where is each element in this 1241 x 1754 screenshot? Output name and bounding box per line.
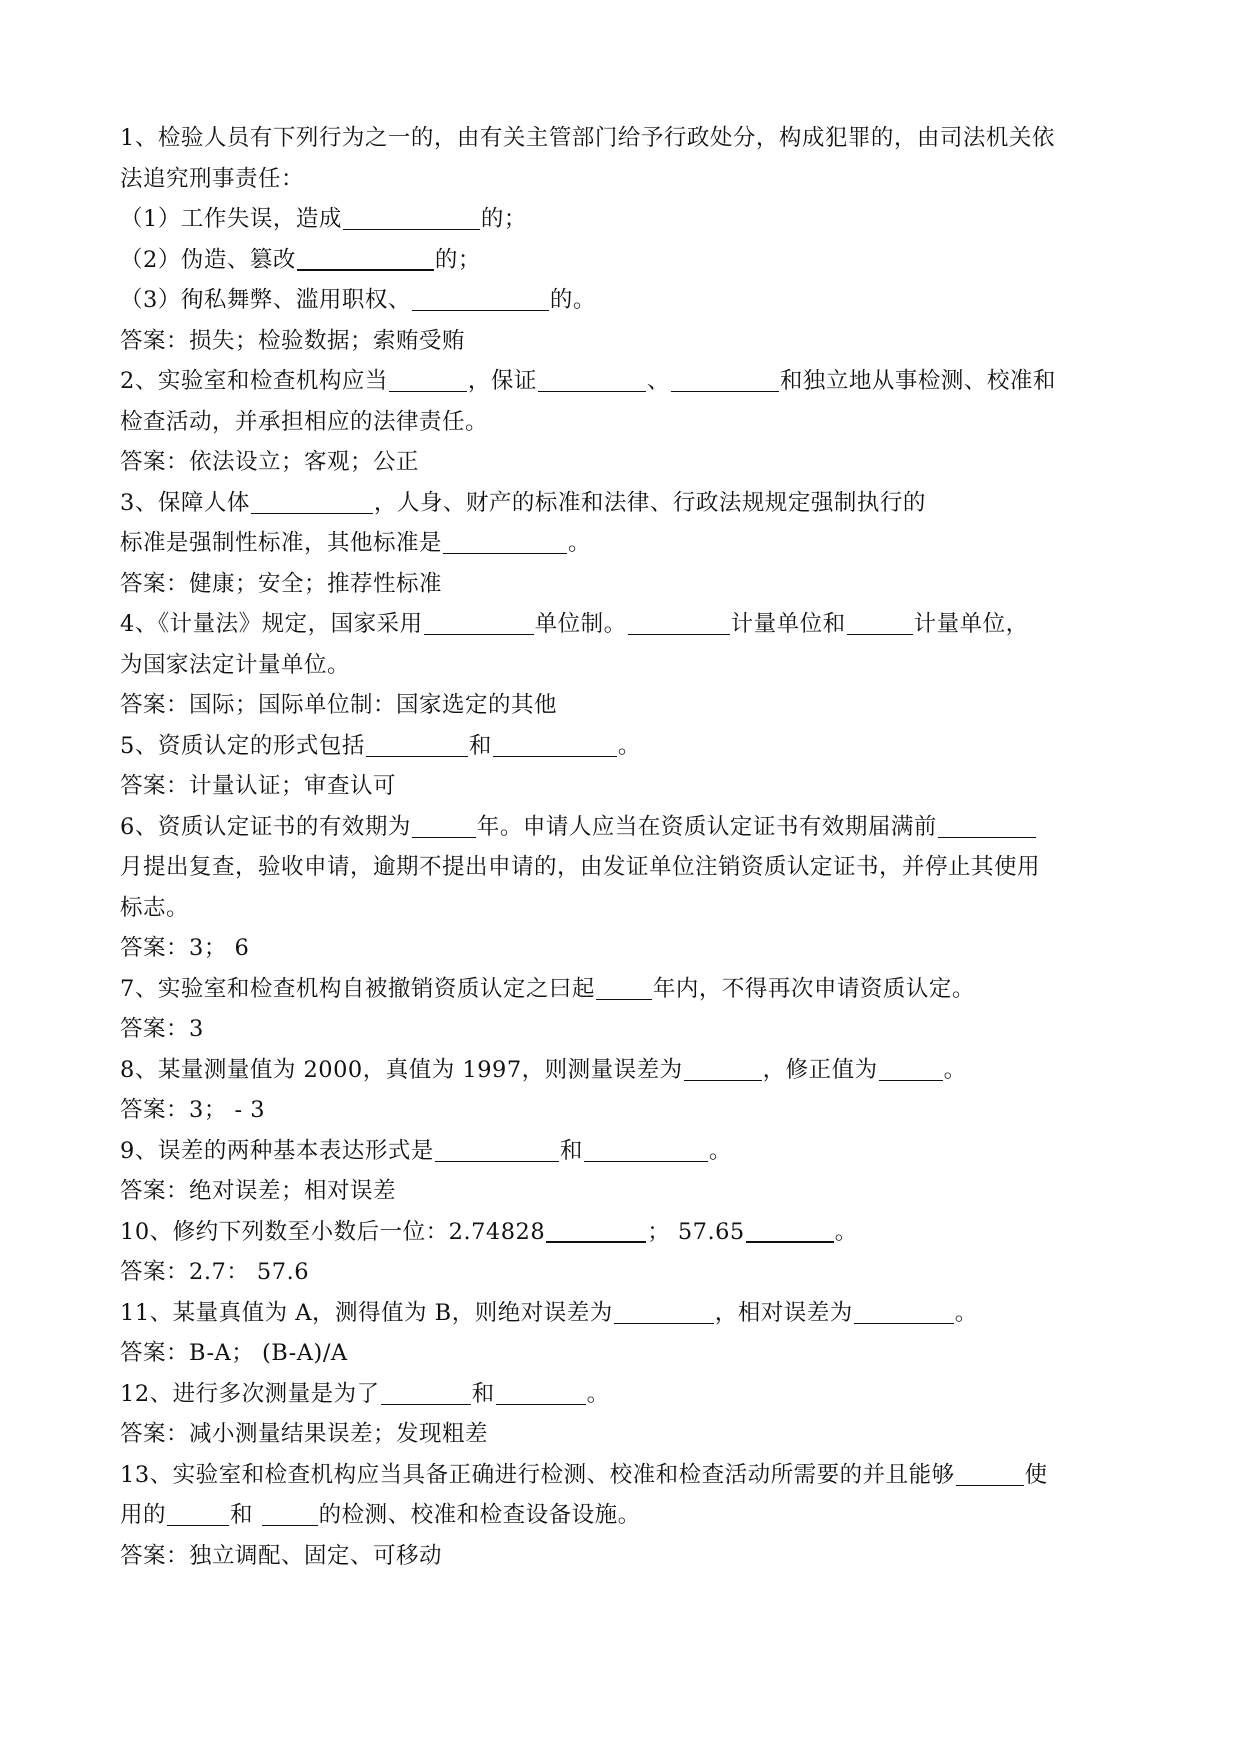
fill-blank (366, 730, 468, 757)
answer-text: 答案：绝对误差；相对误差 (120, 1178, 397, 1204)
q7-text: 7、实验室和检查机构自被撤销资质认定之曰起 (120, 975, 595, 1002)
fill-blank (389, 365, 467, 392)
q5-text-end: 。 (617, 732, 641, 759)
q4-answer (120, 685, 1121, 726)
fill-blank (847, 608, 913, 635)
q6-text: 6、资质认定证书的有效期为 (120, 813, 411, 840)
q6-line-3 (120, 888, 1121, 929)
q2-text-c: 、 (646, 368, 670, 394)
q12-text: 12、进行多次测量是为了 (120, 1380, 380, 1407)
fill-blank (628, 608, 730, 635)
q5-text-b: 和 (468, 732, 492, 759)
answer-text: 答案：3； - 3 (120, 1097, 266, 1123)
q8-text: 8、某量测量值为 2000，真值为 1997，则测量误差为 (120, 1056, 683, 1083)
q11-line-1 (120, 1293, 1121, 1334)
q4-text-d: 计量单位， (913, 611, 1029, 637)
fill-blank (584, 1135, 708, 1162)
answer-text: 答案：国际；国际单位制：国家选定的其他 (120, 692, 558, 718)
fill-blank (854, 1297, 954, 1324)
q7-answer (120, 1009, 1121, 1050)
q6-line-1 (120, 807, 1121, 848)
fill-blank (251, 487, 373, 514)
q1-sub-2 (120, 240, 1121, 281)
answer-text: 答案：依法设立；客观；公正 (120, 449, 420, 475)
answer-text: 答案：独立调配、固定、可移动 (120, 1542, 443, 1569)
q4-text: 4、《计量法》规定，国家采用 (120, 611, 423, 637)
q4-text-c: 计量单位和 (730, 611, 846, 637)
fill-blank (381, 1378, 471, 1405)
q2-text-b: ，保证 (467, 368, 537, 394)
q13-text-cont: 用的 (120, 1502, 167, 1528)
q4-line-2 (120, 645, 1121, 686)
q1-sub1-text: （1）工作失误，造成 (120, 206, 342, 232)
answer-text: 答案：3 (120, 1016, 204, 1042)
fill-blank (262, 1499, 318, 1526)
q1-sub-1 (120, 199, 1121, 240)
q3-line-2 (120, 523, 1121, 564)
q6-text-cont: 月提出复查，验收申请，逾期不提出申请的，由发证单位注销资质认定证书，并停止其使用 (120, 854, 1041, 880)
q8-text-end: 。 (943, 1056, 967, 1083)
fill-blank (546, 1215, 646, 1243)
q11-text-end: 。 (954, 1299, 978, 1326)
q10-text-b: ； 57.65 (647, 1218, 745, 1245)
fill-blank (684, 1054, 762, 1081)
q1-sub3-end: 的。 (549, 287, 596, 313)
q13-text-d: 的检测、校准和检查设备设施。 (318, 1502, 641, 1528)
q1-answer (120, 321, 1121, 362)
answer-text: 答案：损失；检验数据；索贿受贿 (120, 327, 466, 354)
fill-blank (297, 243, 434, 271)
q13-line-1 (120, 1455, 1121, 1496)
q1-sub2-end: 的； (434, 246, 481, 273)
q13-line-2 (120, 1495, 1121, 1536)
q1-line-2 (120, 159, 1121, 200)
q5-text: 5、资质认定的形式包括 (120, 732, 365, 759)
q3-text-end: 。 (568, 530, 592, 556)
q4-line-1 (120, 604, 1121, 645)
fill-blank (879, 1054, 943, 1081)
q4-text-cont: 为国家法定计量单位。 (120, 651, 351, 678)
fill-blank (538, 365, 646, 392)
fill-blank (424, 608, 534, 635)
q1-text: 1、检验人员有下列行为之一的，由有关主管部门给予行政处分，构成犯罪的，由司法机关依 (120, 125, 1055, 151)
q12-answer (120, 1414, 1121, 1455)
fill-blank (493, 730, 617, 757)
q2-text: 2、实验室和检查机构应当 (120, 368, 388, 394)
q2-text-d: 和独立地从事检测、校准和 (779, 368, 1056, 394)
q13-text-b: 使 (1024, 1461, 1048, 1488)
q1-line-1 (120, 118, 1121, 159)
q1-sub-3 (120, 280, 1121, 321)
q7-line-1 (120, 969, 1121, 1010)
q9-text: 9、误差的两种基本表达形式是 (120, 1137, 434, 1164)
q3-text: 3、保障人体 (120, 489, 250, 516)
q3-text-cont: 标准是强制性标准，其他标准是 (120, 530, 443, 556)
fill-blank (614, 1297, 714, 1324)
q12-text-b: 和 (471, 1380, 495, 1407)
q5-answer (120, 766, 1121, 807)
q9-text-end: 。 (708, 1137, 732, 1164)
q10-text: 10、修约下列数至小数后一位：2.74828 (120, 1218, 546, 1245)
q6-line-2 (120, 847, 1121, 888)
answer-text: 答案：减小测量结果误差；发现粗差 (120, 1421, 489, 1447)
answer-text: 答案：3； 6 (120, 935, 250, 961)
q11-text: 11、某量真值为 A，测得值为 B，则绝对误差为 (120, 1299, 613, 1326)
q6-text-b: 年。申请人应当在资质认定证书有效期届满前 (476, 813, 937, 840)
q8-line-1 (120, 1050, 1121, 1091)
q8-answer (120, 1090, 1121, 1131)
fill-blank (746, 1215, 834, 1243)
q2-answer (120, 442, 1121, 483)
fill-blank (443, 527, 567, 554)
fill-blank (596, 973, 652, 1000)
fill-blank (412, 811, 476, 838)
q9-line-1 (120, 1131, 1121, 1172)
q3-text-b: ，人身、财产的标准和法律、行政法规规定强制执行的 (373, 489, 926, 516)
q1-sub1-end: 的； (480, 206, 527, 232)
q10-answer (120, 1252, 1121, 1293)
q9-answer (120, 1171, 1121, 1212)
q1-sub2-text: （2）伪造、篡改 (120, 246, 296, 273)
q13-text: 13、实验室和检查机构应当具备正确进行检测、校准和检查活动所需要的并且能够 (120, 1461, 955, 1488)
q1-text-cont: 法追究刑事责任： (120, 165, 305, 192)
q2-line-1 (120, 361, 1121, 402)
q12-line-1 (120, 1374, 1121, 1415)
q6-text-cont: 标志。 (120, 894, 190, 921)
q3-line-1 (120, 483, 1121, 524)
q1-sub3-text: （3）徇私舞弊、滥用职权、 (120, 287, 411, 313)
q4-text-b: 单位制。 (534, 611, 627, 637)
q2-line-2 (120, 402, 1121, 443)
q12-text-end: 。 (586, 1380, 610, 1407)
q2-text-cont: 检查活动，并承担相应的法律责任。 (120, 408, 489, 435)
fill-blank (435, 1135, 559, 1162)
q6-answer (120, 928, 1121, 969)
q10-line-1 (120, 1212, 1121, 1253)
answer-text: 答案：健康；安全；推荐性标准 (120, 570, 443, 597)
q5-line-1 (120, 726, 1121, 767)
q13-answer (120, 1536, 1121, 1577)
fill-blank (671, 365, 779, 392)
answer-text: 答案：2.7： 57.6 (120, 1259, 310, 1285)
q13-text-c: 和 (230, 1502, 261, 1528)
answer-text: 答案：B-A； (B-A)/A (120, 1340, 348, 1366)
q10-text-end: 。 (834, 1218, 858, 1245)
fill-blank (343, 203, 480, 230)
q8-text-b: ，修正值为 (762, 1056, 878, 1083)
fill-blank (496, 1378, 586, 1405)
q11-answer (120, 1333, 1121, 1374)
q11-text-b: ，相对误差为 (714, 1299, 853, 1326)
q9-text-b: 和 (559, 1137, 583, 1164)
q7-text-b: 年内，不得再次申请资质认定。 (652, 975, 975, 1002)
fill-blank (938, 811, 1036, 838)
fill-blank (412, 284, 549, 311)
q3-answer (120, 564, 1121, 605)
answer-text: 答案：计量认证；审查认可 (120, 773, 397, 799)
fill-blank (167, 1499, 229, 1526)
fill-blank (956, 1459, 1024, 1486)
